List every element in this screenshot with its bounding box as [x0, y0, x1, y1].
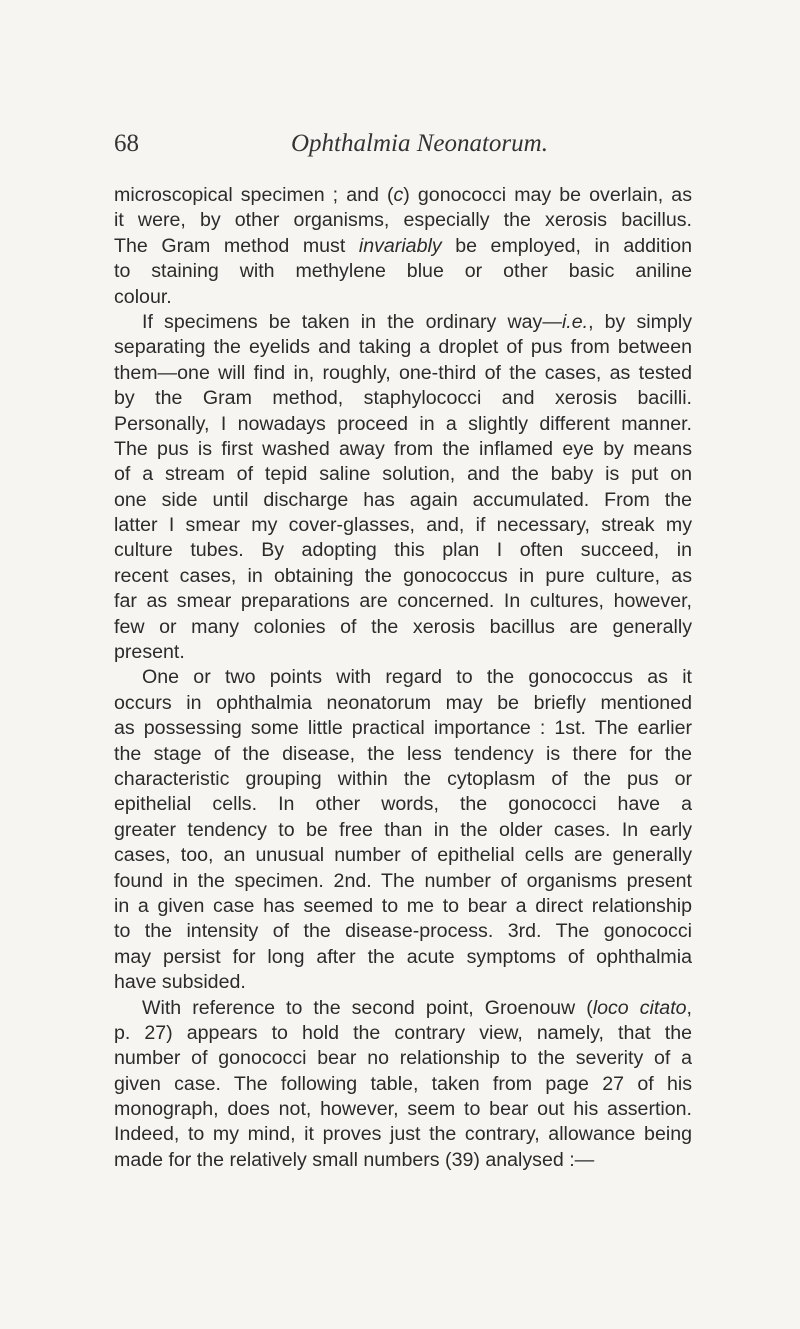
text-line: Indeed, to my mind, it proves just the contrary, allowance being [114, 1123, 692, 1146]
text-line: culture tubes. By adopting this plan I often succeed, in [114, 539, 692, 562]
text-line: cases, too, an unusual number of epithelial cells are generally [114, 844, 692, 867]
text-line: given case. The following table, taken from page 27 of his [114, 1072, 692, 1095]
page-header [0, 130, 800, 160]
text-line: occurs in ophthalmia neonatorum may be briefly mentioned [114, 691, 692, 714]
text-line: them—one will find in, roughly, one-third of the cases, as tested [114, 361, 692, 384]
text-line: characteristic grouping within the cytoplasm of the pus or [114, 767, 692, 790]
text-line: monograph, does not, however, seem to bear out his assertion. [114, 1098, 692, 1121]
text-line: may persist for long after the acute symptoms of ophthalmia [114, 945, 692, 968]
text-line: number of gonococci bear no relationship to the severity of a [114, 1047, 692, 1070]
text-line: One or two points with regard to the gonococcus as it [142, 666, 692, 689]
text-line: latter I smear my cover-glasses, and, if necessary, streak my [114, 514, 692, 537]
page-number: 68 [114, 130, 139, 157]
text-line: have subsided. [114, 971, 246, 994]
text-line: few or many colonies of the xerosis bacillus are generally [114, 615, 692, 638]
body-text [114, 183, 692, 1173]
text-line: Personally, I nowadays proceed in a slightly different manner. [114, 412, 692, 435]
text-line: With reference to the second point, Groenouw (loco citato, [142, 996, 692, 1019]
text-line: far as smear preparations are concerned. In cultures, however, [114, 590, 692, 613]
text-line: to staining with methylene blue or other basic aniline [114, 260, 692, 283]
running-title: Ophthalmia Neonatorum. [291, 130, 548, 157]
text-line: If specimens be taken in the ordinary way—i.e., by simply [142, 310, 692, 333]
text-line: it were, by other organisms, especially the xerosis bacillus. [114, 209, 692, 232]
text-line: separating the eyelids and taking a droplet of pus from between [114, 336, 692, 359]
text-line: the stage of the disease, the less tendency is there for the [114, 742, 692, 765]
text-line: colour. [114, 285, 172, 308]
text-line: by the Gram method, staphylococci and xerosis bacilli. [114, 387, 692, 410]
text-line: epithelial cells. In other words, the gonococci have a [114, 793, 692, 816]
text-line: The pus is first washed away from the inflamed eye by means [114, 437, 692, 460]
text-line: of a stream of tepid saline solution, and the baby is put on [114, 463, 692, 486]
text-line: microscopical specimen ; and (c) gonococci may be overlain, as [114, 184, 692, 206]
text-line: present. [114, 641, 185, 664]
text-line: one side until discharge has again accumulated. From the [114, 488, 692, 511]
text-line: found in the specimen. 2nd. The number of organisms present [114, 869, 692, 892]
text-line: to the intensity of the disease-process. 3rd. The gonococci [114, 920, 692, 943]
text-line: made for the relatively small numbers (39) analysed :— [114, 1148, 595, 1171]
text-line: p. 27) appears to hold the contrary view, namely, that the [114, 1021, 692, 1044]
text-line: as possessing some little practical importance : 1st. The earlier [114, 717, 692, 740]
text-line: in a given case has seemed to me to bear a direct relationship [114, 894, 692, 917]
text-line: recent cases, in obtaining the gonococcus in pure culture, as [114, 564, 692, 587]
text-line: greater tendency to be free than in the older cases. In early [114, 818, 692, 841]
text-line: The Gram method must invariably be employed, in addition [114, 234, 692, 257]
